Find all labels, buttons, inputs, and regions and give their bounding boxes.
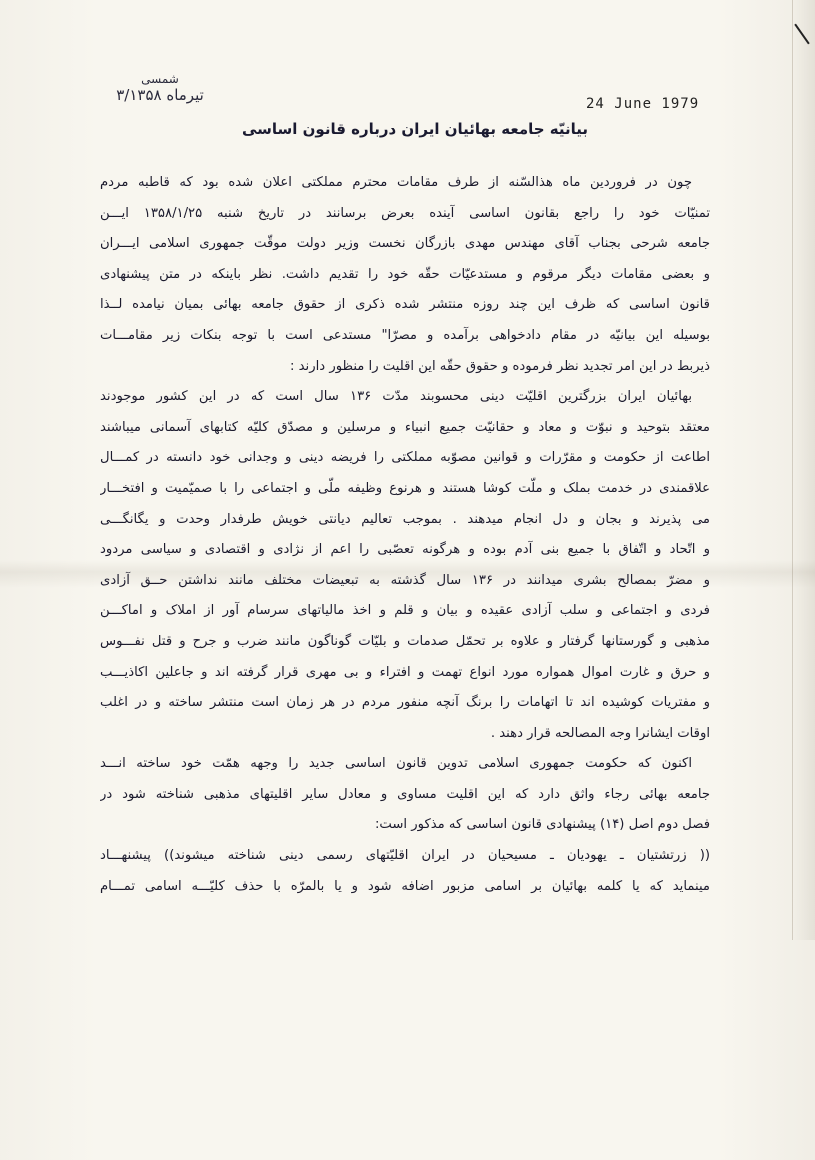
body-line: و مضرّ بمصالح بشری میدانند در ۱۳۶ سال گذشته به تبعیضات مختلف مانند نداشتن حــق آزادی <box>100 572 710 588</box>
body-line: اطاعت از حکومت و مقرّرات و قوانین مصوّبه مملکتی را فریضه دینی و وجدانی خود دانسته در کمـــال <box>100 450 710 466</box>
body-line: اکنون که حکومت جمهوری اسلامی تدوین قانون اساسی جدید را وجهه همّت خود ساخته انـــد <box>100 756 692 772</box>
body-line: تمنیّات خود را راجع بقانون اساسی آینده بعرض برسانند در تاریخ شنبه ۱۳۵۸/۱/۲۵ ایـــن <box>100 205 710 221</box>
body-line: بوسیله این بیانیّه در مقام دادخواهی برآمده و مصرّا" مستدعی است با توجه بنکات زیر مقامـــات <box>100 327 710 343</box>
body-line: و مفتریات کوشیده اند تا اتهامات را برنگ آنچه منفور مردم در هر زمان است منتشر ساخته و در اغلب <box>100 695 710 711</box>
body-line: مذهبی و گورستانها گرفتار و علاوه بر تحمّل صدمات و بلیّات گوناگون مانند ضرب و جرح و قتل نفـــوس <box>100 633 710 649</box>
handwritten-date-day: ۳/تیرماه ۱۳۵۸ <box>116 86 204 105</box>
handwritten-date <box>100 72 220 104</box>
typed-date: 24 June 1979 <box>586 96 700 112</box>
body-line: فصل دوم اصل (۱۴) پیشنهادی قانون اساسی که مذکور است: <box>374 817 710 833</box>
body-line: جامعه شرحی بجناب آقای مهندس مهدی بازرگان نخست وزیر دولت موقّت جمهوری اسلامی ایـــران <box>100 236 710 252</box>
body-line: و حرق و غارت اموال همواره مورد انواع تهمت و افتراء و بی مهری قرار گرفته اند و جاعلین اکاذیـــب <box>100 664 710 680</box>
body-line: اوقات ایشانرا وجه المصالحه قرار دهند . <box>490 725 710 741</box>
body-line: و بعضی مقامات دیگر مرقوم و مستدعیّات حقّه خود را تقدیم داشت. نظر باینکه در متن پیشنهادی <box>100 266 710 282</box>
body-line: قانون اساسی که ظرف این چند روزه منتشر شده ذکری از حقوق جامعه بهائی بمیان نیامده لــذا <box>100 297 710 313</box>
handwritten-date-era: شمسی <box>141 72 179 86</box>
body-line: جامعه بهائی رجاء واثق دارد که این اقلیت مساوی و معادل سایر اقلیتهای مذهبی شناخته شود در <box>100 786 710 802</box>
body-line: مینماید که یا کلمه بهائیان بر اسامی مزبور اضافه شود و یا بالمرّه با حذف کلیّـــه اسامی تمـــام <box>100 878 710 894</box>
body-line: علاقمندی در خدمت بملک و ملّت کوشا هستند و هرنوع وظیفه ملّی و اجتماعی را با صمیّمیت و افتخـــار <box>100 480 710 496</box>
body-line: فردی و اجتماعی و سلب آزادی عقیده و بیان و قلم و اخذ مالیاتهای سرسام آور از املاک و اماکـــن <box>100 603 710 619</box>
body-line: ذیربط در این امر تجدید نظر فرموده و حقوق حقّه این اقلیت را منظور دارند : <box>290 358 710 374</box>
document-body <box>100 168 710 902</box>
body-line: بهائیان ایران بزرگترین اقلیّت دینی محسوبند مدّت ۱۳۶ سال است که در این کشور موجودند <box>100 389 692 405</box>
body-line: (( زرتشتیان ـ یهودیان ـ مسیحیان در ایران اقلیّتهای رسمی دینی شناخته میشوند)) پیشنهـــاد <box>100 848 710 864</box>
body-line: چون در فروردین ماه هذالسّنه از طرف مقامات محترم مملکتی اعلان شده بود که قاطبه مردم <box>100 175 692 190</box>
document-title: بیانیّه جامعه بهائیان ایران درباره قانون اساسی <box>241 120 589 138</box>
body-line: معتقد بتوحید و نبوّت و معاد و حقانیّت جمیع انبیاء و مرسلین و مصدّق کلیّه کتابهای آسمانی میباشند <box>100 419 710 435</box>
body-line: و اتّحاد و اتّفاق با جمیع بنی آدم بوده و هرگونه تعصّبی را اعم از نژادی و اقتصادی و سیاسی مردود <box>100 542 710 558</box>
paper-fold <box>792 0 815 940</box>
body-line: می پذیرند و بجان و دل انجام میدهند . بموجب تعالیم دیانتی خویش طرفدار وحدت و یگانگـــی <box>100 511 710 527</box>
